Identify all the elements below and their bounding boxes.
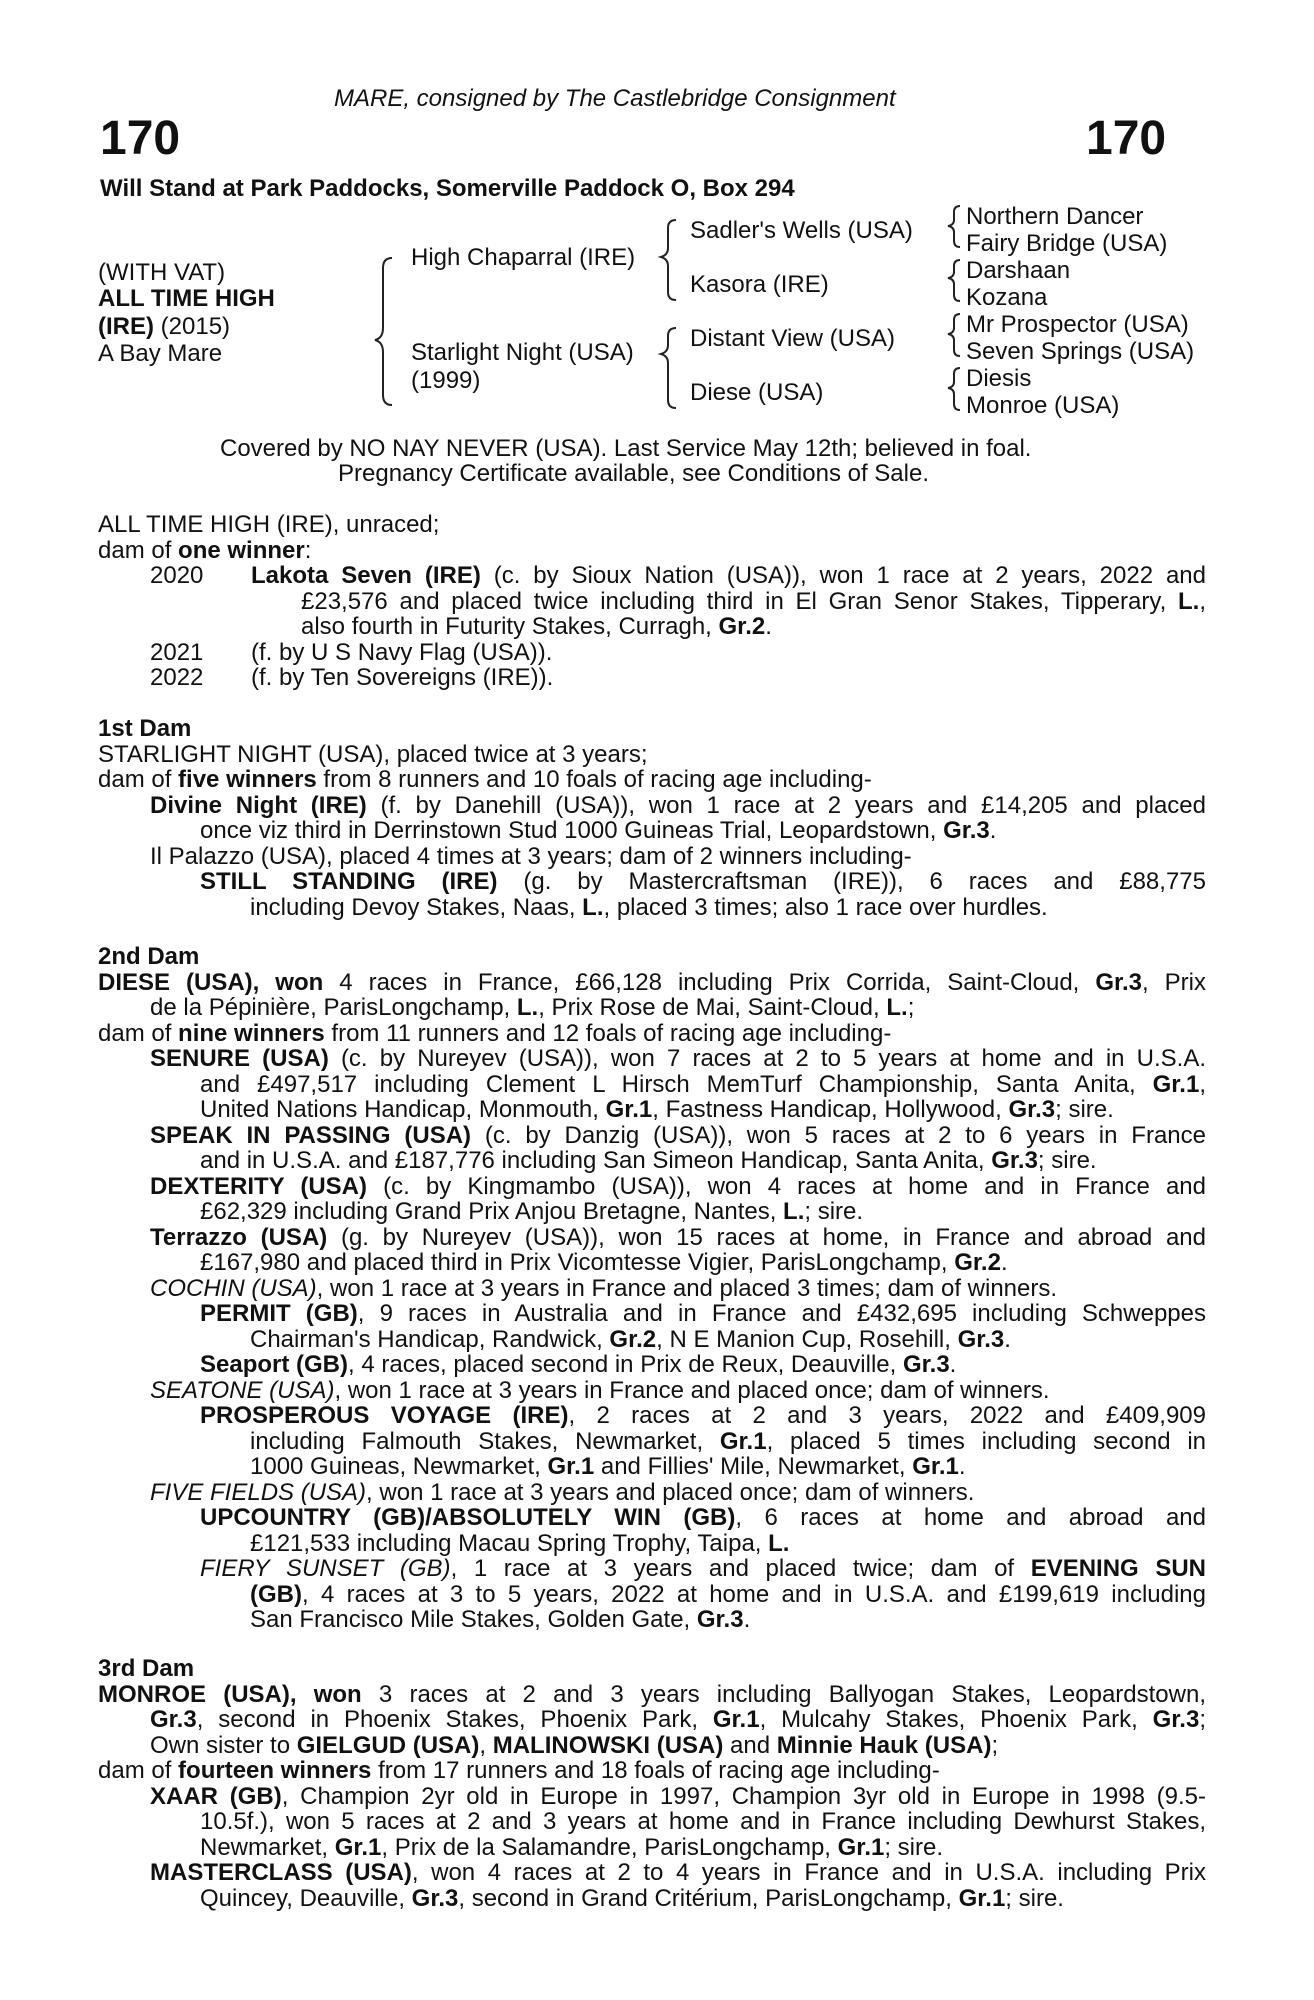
first-dam-line-1: STARLIGHT NIGHT (USA), placed twice at 3 years;	[98, 740, 648, 768]
pedigree-dam-sire: Distant View (USA)	[690, 325, 895, 352]
produce-2022-line: 2022 (f. by Ten Sovereigns (IRE)).	[150, 664, 554, 691]
produce-2020-line-1: 2020 Lakota Seven (IRE) (c. by Sioux Nation (USA)), won 1 race at 2 years, 2022 and	[150, 562, 1206, 589]
prosperous-voyage-line-3: 1000 Guineas, Newmarket, Gr.1 and Fillies' Mile, Newmarket, Gr.1.	[250, 1453, 966, 1480]
upcountry-line-1: UPCOUNTRY (GB)/ABSOLUTELY WIN (GB), 6 races at home and abroad and	[200, 1504, 1206, 1531]
third-dam-section	[98, 1656, 1206, 1911]
lot-number-left: 170	[100, 112, 181, 165]
first-dam-heading: 1st Dam	[98, 715, 192, 742]
second-dam-section	[98, 944, 1206, 1633]
third-dam-heading: 3rd Dam	[98, 1655, 195, 1682]
produce-2020-line-2: £23,576 and placed twice including third in El Gran Senor Stakes, Tipperary, L.,	[301, 587, 1206, 615]
stand-location: Will Stand at Park Paddocks, Somerville Paddock O, Box 294	[100, 175, 795, 202]
still-standing-line-2: including Devoy Stakes, Naas, L., placed 3 times; also 1 race over hurdles.	[250, 893, 1048, 921]
diese-line-1: DIESE (USA), won 4 races in France, £66,128 including Prix Corrida, Saint-Cloud, Gr.3, Prix	[98, 968, 1207, 996]
divine-night-line-1: Divine Night (IRE) (f. by Danehill (USA)), won 1 race at 2 years and £14,205 and placed	[150, 791, 1206, 819]
upcountry-line-2: £121,533 including Macau Spring Trophy, Taipa, L.	[250, 1529, 790, 1557]
terrazzo-line-1: Terrazzo (USA) (g. by Nureyev (USA)), won 15 races at home, in France and abroad and	[150, 1223, 1206, 1251]
pedigree-dsd: Seven Springs (USA)	[966, 338, 1195, 365]
pedigree-dam-year: (1999)	[411, 367, 481, 394]
divine-night-line-2: once viz third in Derrinstown Stud 1000 Guineas Trial, Leopardstown, Gr.3.	[200, 817, 997, 844]
masterclass-line-2: Quincey, Deauville, Gr.3, second in Grand Critérium, ParisLongchamp, Gr.1; sire.	[200, 1884, 1064, 1912]
pedigree-dam: Starlight Night (USA)	[411, 339, 634, 366]
monroe-line-3: Own sister to GIELGUD (USA), MALINOWSKI (USA) and Minnie Hauk (USA);	[150, 1731, 999, 1759]
horse-name: ALL TIME HIGH	[98, 285, 275, 312]
prosperous-voyage-line-1: PROSPEROUS VOYAGE (IRE), 2 races at 2 and 3 years, 2022 and £409,909	[200, 1402, 1206, 1429]
horse-origin-year: (IRE) (2015)	[98, 313, 231, 340]
cochin-line: COCHIN (USA), won 1 race at 3 years in France and placed 3 times; dam of winners.	[150, 1274, 1058, 1302]
produce-2021-line: 2021 (f. by U S Navy Flag (USA)).	[150, 638, 553, 666]
monroe-line-1: MONROE (USA), won 3 races at 2 and 3 years including Ballyogan Stakes, Leopardstown,	[98, 1680, 1206, 1708]
seatone-line: SEATONE (USA), won 1 race at 3 years in France and placed once; dam of winners.	[150, 1376, 1050, 1404]
dexterity-line-1: DEXTERITY (USA) (c. by Kingmambo (USA)), won 4 races at home and in France and	[150, 1172, 1206, 1200]
intro-line: ALL TIME HIGH (IRE), unraced;	[98, 511, 440, 538]
still-standing-line-1: STILL STANDING (IRE) (g. by Mastercraftsman (IRE)), 6 races and £88,775	[200, 868, 1206, 895]
pedigree-sss: Northern Dancer	[966, 203, 1144, 230]
covered-line-2: Pregnancy Certificate available, see Conditions of Sale.	[338, 460, 929, 487]
dexterity-line-2: £62,329 including Grand Prix Anjou Bretagne, Nantes, L.; sire.	[200, 1198, 864, 1225]
five-fields-line: FIVE FIELDS (USA), won 1 race at 3 years and placed once; dam of winners.	[150, 1478, 975, 1506]
masterclass-line-1: MASTERCLASS (USA), won 4 races at 2 to 4 years in France and in U.S.A. including Prix	[150, 1859, 1206, 1886]
diese-line-3: dam of nine winners from 11 runners and 12 foals of racing age including-	[98, 1019, 892, 1047]
produce-record	[98, 512, 1206, 691]
xaar-line-1: XAAR (GB), Champion 2yr old in Europe in 1997, Champion 3yr old in Europe in 1998 (9.5-	[150, 1782, 1207, 1810]
speak-in-passing-line-1: SPEAK IN PASSING (USA) (c. by Danzig (USA)), won 5 races at 2 to 6 years in France	[150, 1121, 1206, 1149]
pedigree-sdd: Kozana	[966, 284, 1048, 311]
monroe-line-2: Gr.3, second in Phoenix Stakes, Phoenix Park, Gr.1, Mulcahy Stakes, Phoenix Park, Gr.3;	[150, 1706, 1206, 1733]
senure-line-2: and £497,517 including Clement L Hirsch MemTurf Championship, Santa Anita, Gr.1,	[200, 1070, 1206, 1098]
permit-line-2: Chairman's Handicap, Randwick, Gr.2, N E Manion Cup, Rosehill, Gr.3.	[250, 1325, 1011, 1353]
fiery-sunset-line-2: (GB), 4 races at 3 to 5 years, 2022 at home and in U.S.A. and £199,619 including	[250, 1580, 1206, 1608]
lot-number-right: 170	[1086, 112, 1167, 165]
consignment-line: MARE, consigned by The Castlebridge Consignment	[334, 85, 896, 112]
pedigree-sds: Darshaan	[966, 257, 1071, 284]
terrazzo-line-2: £167,980 and placed third in Prix Vicomtesse Vigier, ParisLongchamp, Gr.2.	[200, 1249, 1008, 1276]
pedigree-sire: High Chaparral (IRE)	[411, 244, 636, 271]
pedigree-ssd: Fairy Bridge (USA)	[966, 230, 1168, 257]
senure-line-3: United Nations Handicap, Monmouth, Gr.1, Fastness Handicap, Hollywood, Gr.3; sire.	[200, 1096, 1114, 1123]
pedigree-dam-dam: Diese (USA)	[690, 379, 824, 406]
pedigree-dss: Mr Prospector (USA)	[966, 311, 1189, 338]
prosperous-voyage-line-2: including Falmouth Stakes, Newmarket, Gr.1, placed 5 times including second in	[250, 1427, 1207, 1455]
dam-of-line: dam of one winner:	[98, 536, 312, 564]
xaar-line-2: 10.5f.), won 5 races at 2 and 3 years at home and in France including Dewhurst Stakes,	[200, 1808, 1206, 1835]
seaport-line: Seaport (GB), 4 races, placed second in Prix de Reux, Deauville, Gr.3.	[200, 1351, 957, 1378]
first-dam-line-2: dam of five winners from 8 runners and 10 foals of racing age including-	[98, 766, 872, 793]
produce-2020-line-3: also fourth in Futurity Stakes, Curragh, Gr.2.	[301, 613, 772, 640]
permit-line-1: PERMIT (GB), 9 races in Australia and in France and £432,695 including Schweppes	[200, 1300, 1206, 1327]
il-palazzo-line: Il Palazzo (USA), placed 4 times at 3 years; dam of 2 winners including-	[150, 842, 912, 870]
pedigree-dds: Diesis	[966, 365, 1032, 392]
monroe-line-4: dam of fourteen winners from 17 runners and 18 foals of racing age including-	[98, 1757, 940, 1784]
covered-line-1: Covered by NO NAY NEVER (USA). Last Service May 12th; believed in foal.	[220, 435, 1032, 462]
first-dam-section	[98, 716, 1206, 920]
xaar-line-3: Newmarket, Gr.1, Prix de la Salamandre, ParisLongchamp, Gr.1; sire.	[200, 1833, 944, 1861]
pedigree-sire-dam: Kasora (IRE)	[690, 271, 829, 298]
speak-in-passing-line-2: and in U.S.A. and £187,776 including San Simeon Handicap, Santa Anita, Gr.3; sire.	[200, 1147, 1097, 1174]
horse-description: A Bay Mare	[98, 340, 223, 367]
vat-note: (WITH VAT)	[98, 259, 226, 286]
pedigree-sire-sire: Sadler's Wells (USA)	[690, 217, 913, 244]
fiery-sunset-line-1: FIERY SUNSET (GB), 1 race at 3 years and placed twice; dam of EVENING SUN	[200, 1555, 1206, 1582]
senure-line-1: SENURE (USA) (c. by Nureyev (USA)), won 7 races at 2 to 5 years at home and in U.S.A.	[150, 1045, 1207, 1072]
second-dam-heading: 2nd Dam	[98, 943, 200, 970]
diese-line-2: de la Pépinière, ParisLongchamp, L., Prix Rose de Mai, Saint-Cloud, L.;	[150, 994, 915, 1021]
fiery-sunset-line-3: San Francisco Mile Stakes, Golden Gate, Gr.3.	[250, 1606, 751, 1633]
pedigree-ddd: Monroe (USA)	[966, 392, 1120, 419]
